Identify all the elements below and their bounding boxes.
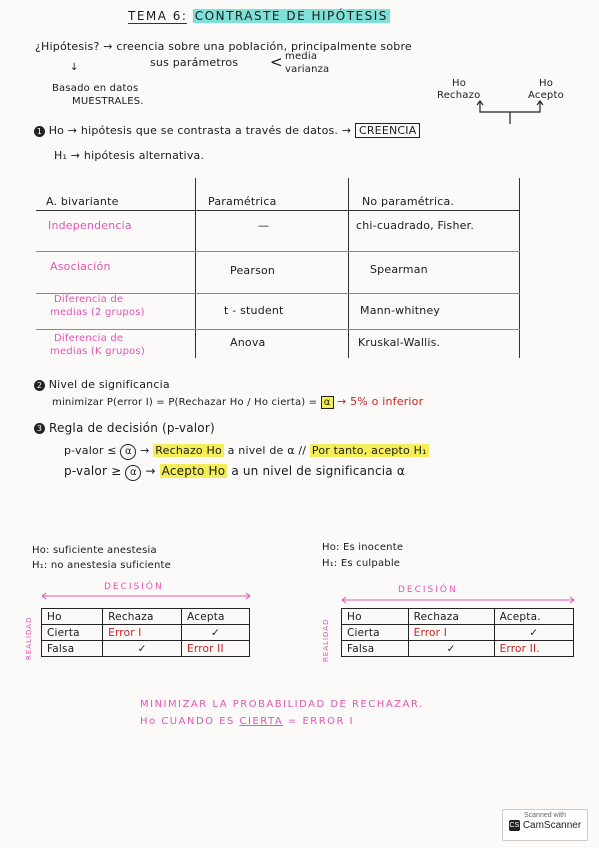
table-divider <box>348 178 349 358</box>
row-param: Anova <box>230 336 266 349</box>
decision-table-left: Ho Rechaza Acepta Cierta Error I ✓ Falsa ✓ Error II <box>41 608 250 657</box>
decision-table-right: Ho Rechaza Acepta. Cierta Error I ✓ Falsa ✓ Error II. <box>341 608 574 657</box>
table-divider <box>519 178 520 358</box>
rule-2: p-valor ≥ α → Acepto Ho a un nivel de significancia α <box>64 464 405 481</box>
row-label: Independencia <box>48 219 132 232</box>
top-right-acepto: Acepto <box>528 90 564 101</box>
row-noparam: chi-cuadrado, Fisher. <box>356 219 475 232</box>
point2-title: 2 Nivel de significancia <box>34 378 170 391</box>
row-label: medias (K grupos) <box>50 346 145 357</box>
footer-line-1: MINIMIZAR LA PROBABILIDAD DE RECHAZAR. <box>140 699 424 710</box>
point1-h1: H₁ → hipótesis alternativa. <box>54 149 205 162</box>
table-header: A. bivariante <box>46 195 119 208</box>
point1-h0: 1 Ho → hipótesis que se contrasta a través de datos. → CREENCIA <box>34 124 420 137</box>
row-label: Diferencia de <box>54 294 124 305</box>
reality-label: REALIDAD <box>322 618 330 662</box>
row-label: Asociación <box>50 260 111 273</box>
row-noparam: Kruskal-Wallis. <box>358 336 441 349</box>
intro-basado-2: MUESTRALES. <box>72 96 144 107</box>
row-label: medias (2 grupos) <box>50 307 145 318</box>
decision-label: DECISIÓN <box>104 582 164 592</box>
intro-question: ¿Hipótesis? → creencia sobre una población, principalmente sobre <box>35 40 412 53</box>
example-left-h1: H₁: no anestesia suficiente <box>32 560 171 571</box>
brace-icon: < <box>270 53 283 71</box>
intro-parametros: sus parámetros <box>150 56 239 69</box>
table-row-line <box>36 251 520 252</box>
creencia-box: CREENCIA <box>355 123 421 138</box>
intro-varianza: varianza <box>285 64 330 75</box>
top-right-rechazo: Rechazo <box>437 90 481 101</box>
alpha-box: α <box>321 396 334 409</box>
example-right-h0: Ho: Es inocente <box>322 542 404 553</box>
intro-media: media <box>285 51 318 62</box>
footer-line-2: Ho CUANDO ES CIERTA = ERROR I <box>140 716 355 727</box>
decision-label: DECISIÓN <box>398 585 458 595</box>
camscanner-logo-icon: CS <box>509 822 520 829</box>
table-divider <box>195 178 196 358</box>
table-header: No paramétrica. <box>362 195 455 208</box>
row-noparam: Spearman <box>370 263 428 276</box>
table-header: Paramétrica <box>208 195 277 208</box>
top-right-ho-1: Ho <box>452 78 467 89</box>
camscanner-badge: Scanned with CS CamScanner <box>502 809 588 841</box>
intro-basado-1: Basado en datos <box>52 83 139 94</box>
example-right-h1: H₁: Es culpable <box>322 558 401 569</box>
table-header-line <box>36 210 520 211</box>
point3-title: 3 Regla de decisión (p-valor) <box>34 421 215 435</box>
page-title: TEMA 6: CONTRASTE DE HIPÓTESIS <box>128 9 388 23</box>
arrow-down-icon: ↓ <box>70 62 79 73</box>
top-right-ho-2: Ho <box>539 78 554 89</box>
double-arrow-icon <box>40 592 252 600</box>
table-row-line <box>36 329 520 330</box>
reality-label: REALIDAD <box>25 616 33 660</box>
row-noparam: Mann-whitney <box>360 304 441 317</box>
row-param: Pearson <box>230 264 276 277</box>
row-param: — <box>258 219 270 232</box>
row-param: t - student <box>224 304 284 317</box>
row-label: Diferencia de <box>54 333 124 344</box>
double-arrow-icon <box>340 596 576 604</box>
title-highlight: CONTRASTE DE HIPÓTESIS <box>194 9 388 23</box>
rule-1: p-valor ≤ α → Rechazo Ho a nivel de α // Por tanto, acepto H₁ <box>64 444 429 460</box>
point2-line: minimizar P(error I) = P(Rechazar Ho / Ho cierta) = α → 5% o inferior <box>52 395 424 408</box>
branch-arrows-icon <box>470 100 550 126</box>
example-left-h0: Ho: suficiente anestesia <box>32 545 157 556</box>
